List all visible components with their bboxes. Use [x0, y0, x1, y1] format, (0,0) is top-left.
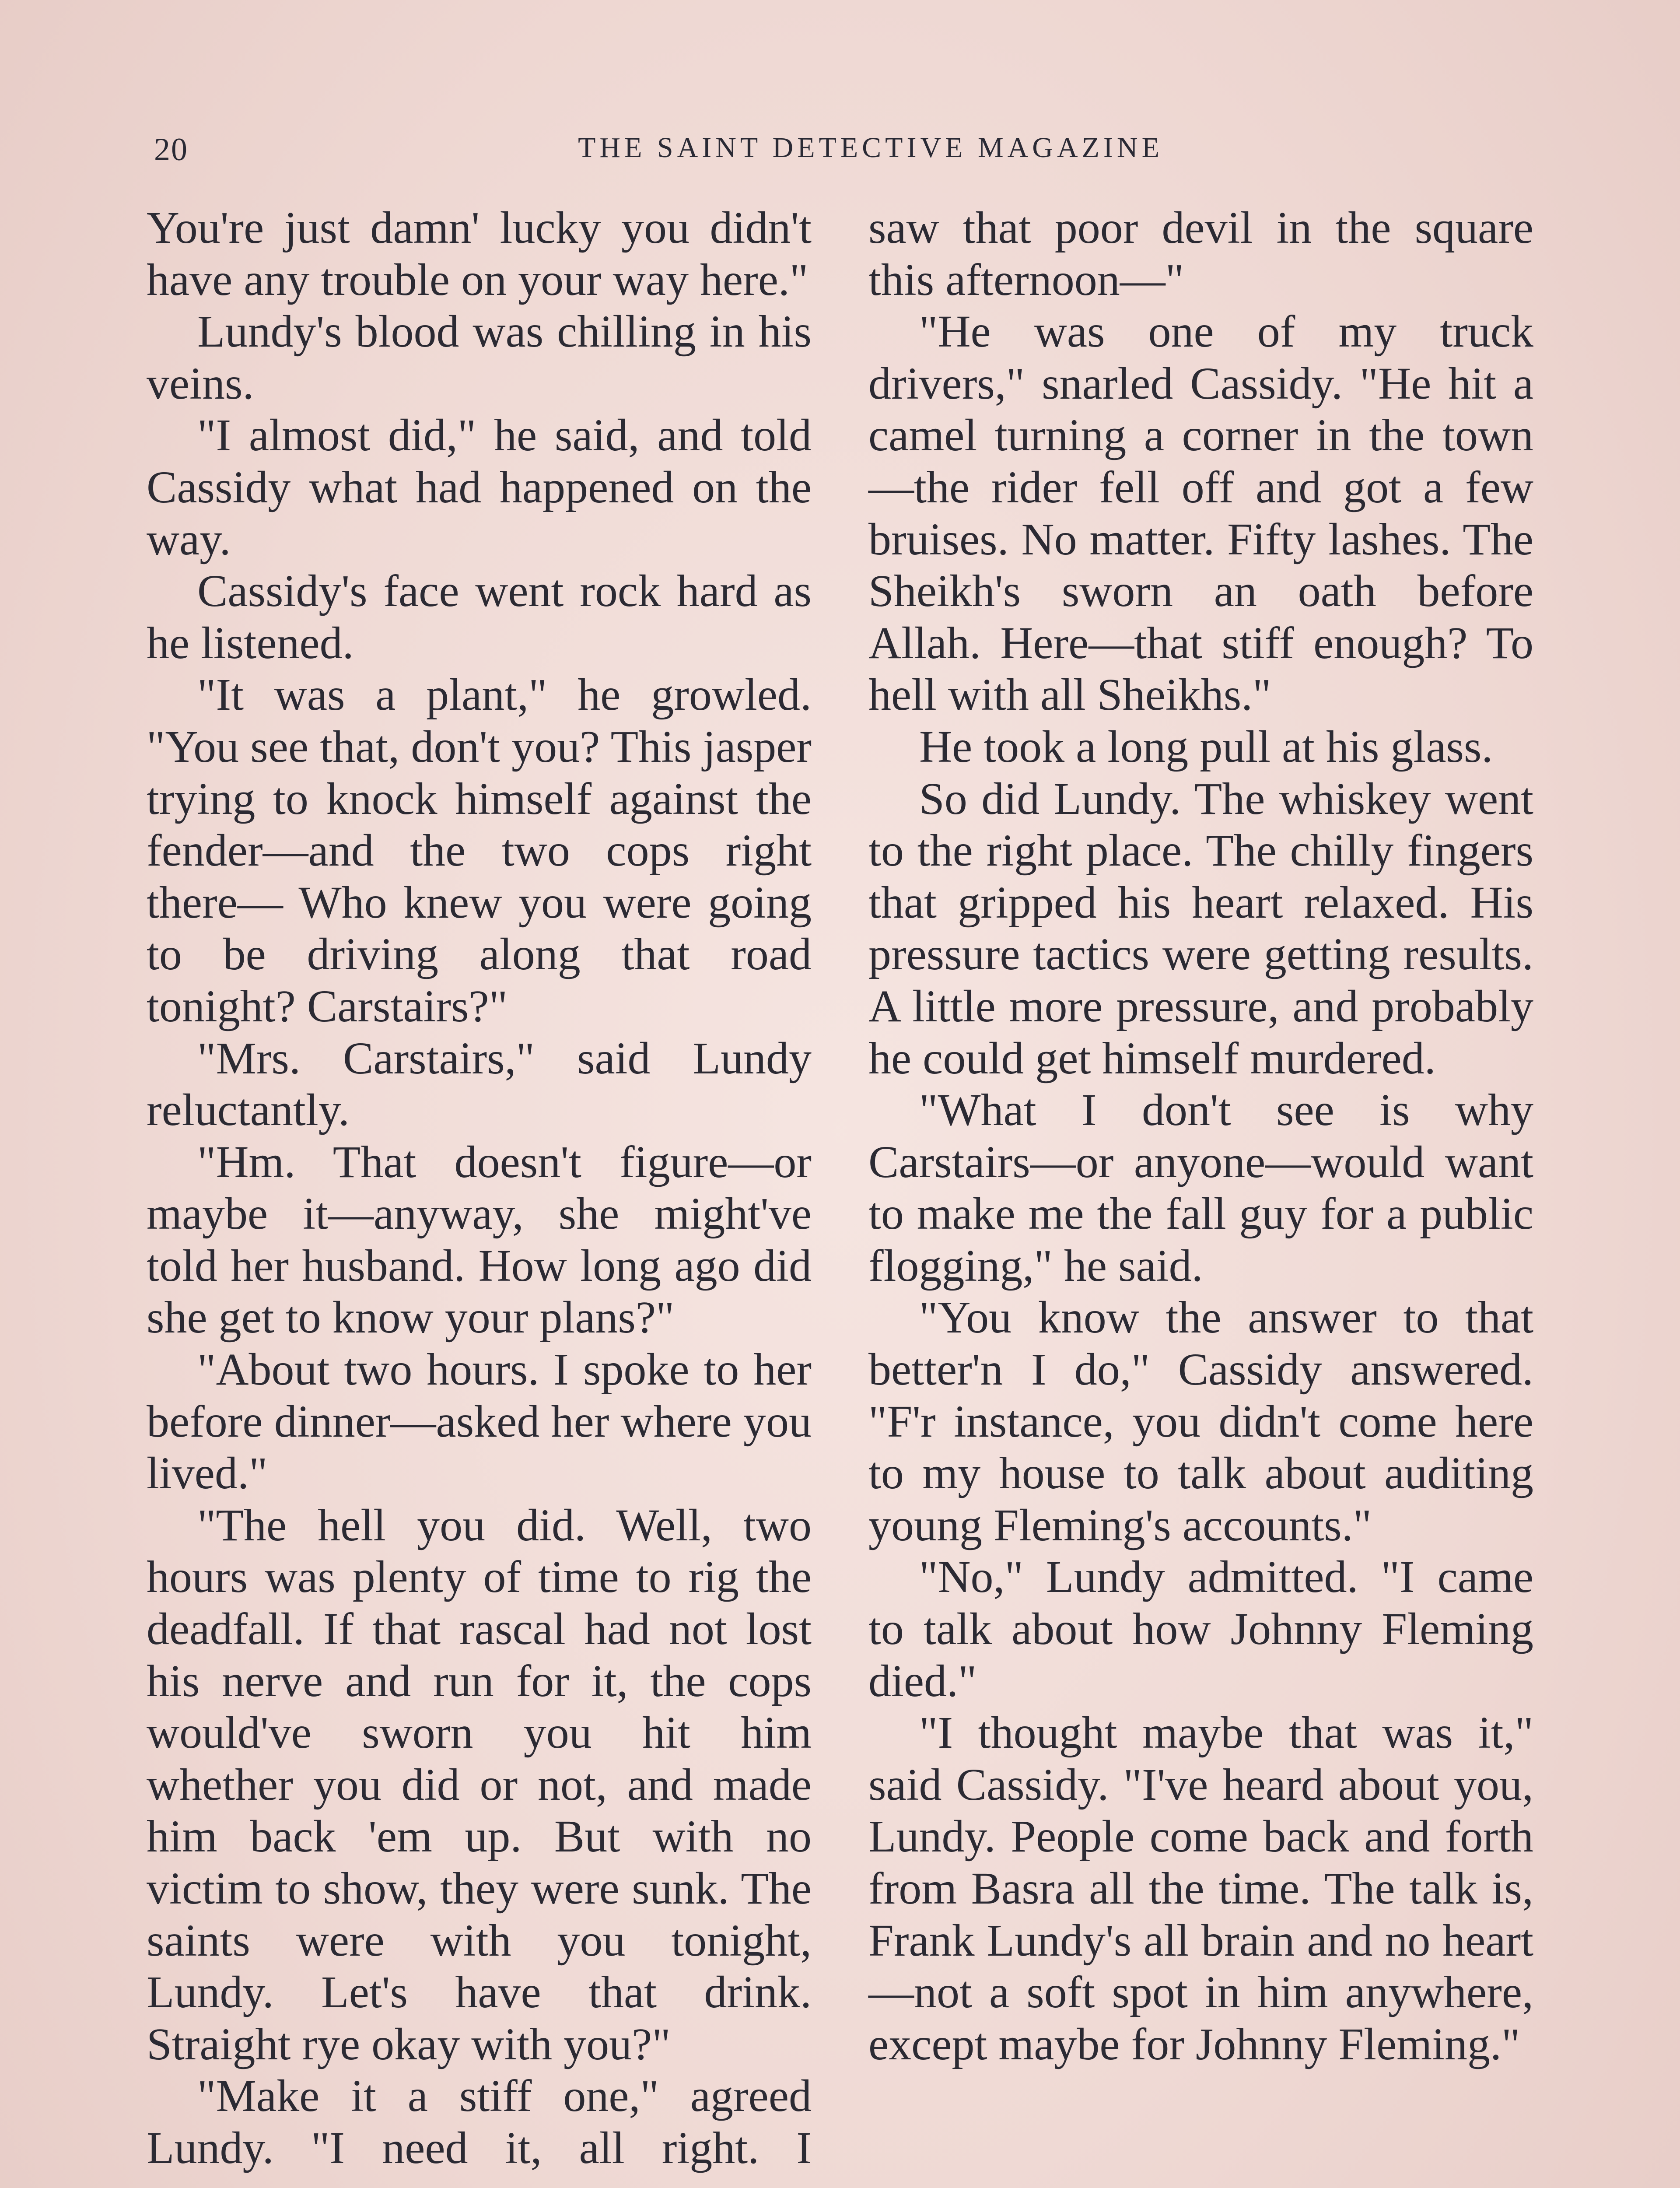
paragraph: So did Lundy. The whiskey went to the right place. The chilly fingers that gripped his heart relaxed. His pressure tactics were getting results. A little more pressure, and probably he could get himself murdered.	[868, 773, 1533, 1083]
paragraph: Cassidy's face went rock hard as he listened.	[147, 566, 812, 668]
paragraph: "You know the answer to that better'n I do," Cassidy answered. "F'r instance, you didn't come here to my house to talk about auditing young Fleming's accounts."	[868, 1292, 1533, 1550]
paragraph: "I almost did," he said, and told Cassidy what had happened on the way.	[147, 410, 812, 565]
running-head: THE SAINT DETECTIVE MAGAZINE	[578, 132, 1163, 164]
paragraph: "About two hours. I spoke to her before dinner—asked her where you lived."	[147, 1344, 812, 1499]
paragraph: "What I don't see is why Carstairs—or anyone—would want to make me the fall guy for a public flogging," he said.	[868, 1085, 1533, 1291]
paragraph: "Mrs. Carstairs," said Lundy reluctantly.	[147, 1033, 812, 1136]
paragraph: "Make it a stiff one," agreed Lundy. "I need it, all right. I	[147, 2071, 812, 2173]
paragraph: "No," Lundy admitted. "I came to talk about how Johnny Fleming died."	[868, 1552, 1533, 1706]
paragraph: "It was a plant," he growled. "You see that, don't you? This jasper trying to knock himself against the fender—and the two cops right there— Who knew you were going to be driving along that road tonight? Carstairs?"	[147, 670, 812, 1031]
page-header	[149, 131, 1540, 179]
right-column	[868, 202, 1533, 2070]
paragraph: You're just damn' lucky you didn't have any trouble on your way here."	[147, 203, 812, 305]
page-number: 20	[154, 132, 188, 168]
paragraph: "Hm. That doesn't figure—or maybe it—anyway, she might've told her husband. How long ago did she get to know your plans?"	[147, 1136, 812, 1343]
paragraph: "He was one of my truck drivers," snarled Cassidy. "He hit a camel turning a corner in the town—the rider fell off and got a few bruises. No matter. Fifty lashes. The Sheikh's sworn an oath before Allah. Here—that stiff enough? To hell with all Sheikhs."	[868, 306, 1533, 720]
paragraph: "The hell you did. Well, two hours was plenty of time to rig the deadfall. If that rascal had not lost his nerve and run for it, the cops would've sworn you hit him whether you did or not, and made him back 'em up. But with no victim to show, they were sunk. The saints were with you tonight, Lundy. Let's have that drink. Straight rye okay with you?"	[147, 1500, 812, 2069]
left-column	[147, 202, 812, 2174]
paragraph: Lundy's blood was chilling in his veins.	[147, 306, 812, 409]
paragraph: He took a long pull at his glass.	[919, 721, 1493, 772]
paragraph: "I thought maybe that was it," said Cassidy. "I've heard about you, Lundy. People come back and forth from Basra all the time. The talk is, Frank Lundy's all brain and no heart—not a soft spot in him anywhere, except maybe for Johnny Fleming."	[868, 1708, 1533, 2069]
paragraph: saw that poor devil in the square this afternoon—"	[868, 203, 1533, 305]
